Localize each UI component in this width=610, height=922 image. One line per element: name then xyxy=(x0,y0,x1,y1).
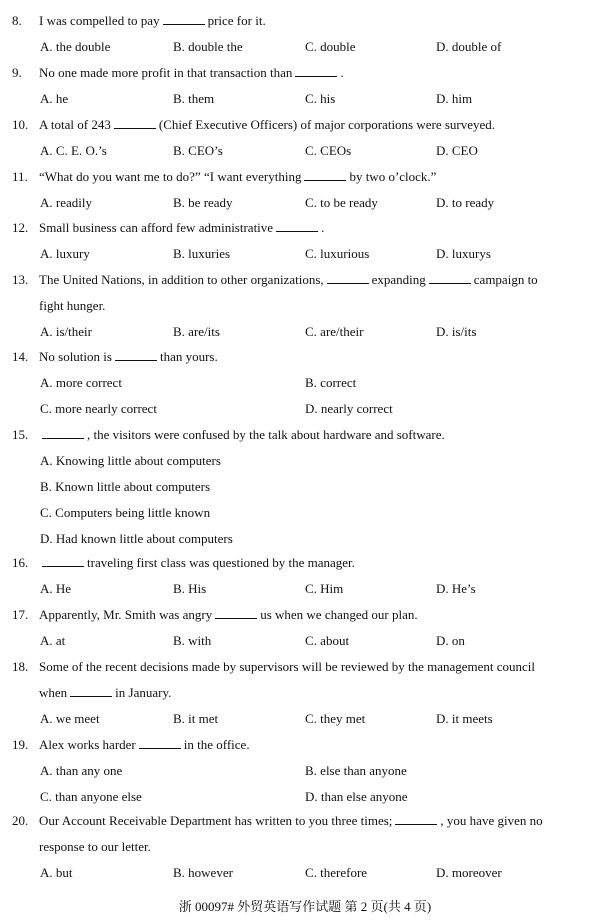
question-stem-continuation xyxy=(12,834,598,860)
question-text-segment: (Chief Executive Officers) of major corporations were surveyed. xyxy=(158,117,496,132)
question-stem xyxy=(12,215,598,241)
answer-option[interactable]: A. luxury xyxy=(40,246,90,261)
answer-blank[interactable] xyxy=(115,348,157,361)
answer-blank[interactable] xyxy=(304,168,346,181)
question-block xyxy=(12,602,598,654)
question-stem xyxy=(12,550,598,576)
answer-option[interactable]: C. are/their xyxy=(305,324,364,339)
question-stem xyxy=(12,267,598,293)
question-text-segment: campaign to xyxy=(473,272,538,287)
answer-option[interactable]: B. are/its xyxy=(173,324,220,339)
answer-blank[interactable] xyxy=(42,426,84,439)
answer-option[interactable]: B. be ready xyxy=(173,195,233,210)
question-text xyxy=(39,607,418,622)
question-block xyxy=(12,8,598,60)
options-row xyxy=(12,628,598,654)
options-row xyxy=(12,34,598,60)
question-block xyxy=(12,112,598,164)
answer-option[interactable]: C. Computers being little known xyxy=(40,505,211,520)
question-text-segment: price for it. xyxy=(207,13,266,28)
answer-option[interactable]: B. however xyxy=(173,865,233,880)
question-number: 10. xyxy=(12,117,29,132)
answer-blank[interactable] xyxy=(215,606,257,619)
answer-option[interactable]: A. C. E. O.’s xyxy=(40,143,107,158)
question-stem xyxy=(12,808,598,834)
question-text-segment: No solution is xyxy=(39,349,112,364)
question-stem xyxy=(12,8,598,34)
question-stem xyxy=(12,60,598,86)
question-text-segment: us when we changed our plan. xyxy=(260,607,418,622)
answer-option[interactable]: C. CEOs xyxy=(305,143,352,158)
answer-option[interactable]: C. they met xyxy=(305,711,366,726)
answer-option[interactable]: D. nearly correct xyxy=(305,401,393,416)
answer-option[interactable]: D. on xyxy=(436,633,465,648)
question-number: 11. xyxy=(12,169,28,184)
answer-option[interactable]: A. the double xyxy=(40,39,111,54)
question-text-segment: A total of 243 xyxy=(39,117,111,132)
question-number: 9. xyxy=(12,65,22,80)
answer-option[interactable]: D. double of xyxy=(436,39,502,54)
question-text xyxy=(39,220,324,235)
question-text-segment: when xyxy=(39,685,68,700)
question-text-segment: than yours. xyxy=(159,349,218,364)
question-text-segment: Apparently, Mr. Smith was angry xyxy=(39,607,213,622)
question-stem-continuation xyxy=(12,680,598,706)
options-row xyxy=(12,576,598,602)
question-text xyxy=(39,349,218,364)
answer-option[interactable]: A. more correct xyxy=(40,375,122,390)
question-text-segment: , you have given no xyxy=(440,813,543,828)
answer-option[interactable]: A. than any one xyxy=(40,763,123,778)
answer-option[interactable]: C. than anyone else xyxy=(40,789,142,804)
question-text-segment: Some of the recent decisions made by supervisors will be reviewed by the management council xyxy=(39,659,536,674)
answer-blank[interactable] xyxy=(163,12,205,25)
question-block xyxy=(12,654,598,732)
question-stem xyxy=(12,112,598,138)
options-row xyxy=(12,526,598,552)
answer-option[interactable]: B. His xyxy=(173,581,207,596)
options-row xyxy=(12,241,598,267)
options-row xyxy=(12,370,598,396)
options-row xyxy=(12,138,598,164)
options-row xyxy=(12,396,598,422)
question-text-segment: The United Nations, in addition to other organizations, xyxy=(39,272,324,287)
answer-option[interactable]: B. double the xyxy=(173,39,243,54)
question-number: 19. xyxy=(12,737,29,752)
question-stem xyxy=(12,422,598,448)
question-text-segment: expanding xyxy=(371,272,426,287)
answer-option[interactable]: D. moreover xyxy=(436,865,502,880)
question-stem xyxy=(12,602,598,628)
answer-option[interactable]: B. else than anyone xyxy=(305,763,407,778)
question-text xyxy=(39,117,495,132)
question-text xyxy=(39,65,344,80)
question-number: 13. xyxy=(12,272,29,287)
question-text-segment: No one made more profit in that transaction than xyxy=(39,65,293,80)
question-number: 17. xyxy=(12,607,29,622)
answer-option[interactable]: A. but xyxy=(40,865,73,880)
answer-blank[interactable] xyxy=(295,64,337,77)
question-block xyxy=(12,60,598,112)
answer-option[interactable]: C. Him xyxy=(305,581,344,596)
question-text xyxy=(39,680,171,706)
question-block xyxy=(12,808,598,886)
answer-option[interactable]: A. readily xyxy=(40,195,92,210)
answer-option[interactable]: D. luxurys xyxy=(436,246,491,261)
question-text-segment: in the office. xyxy=(183,737,250,752)
question-text-segment: Alex works harder xyxy=(39,737,136,752)
options-row xyxy=(12,706,598,732)
question-number: 20. xyxy=(12,813,29,828)
answer-option[interactable]: C. his xyxy=(305,91,336,106)
answer-option[interactable]: A. he xyxy=(40,91,69,106)
question-stem xyxy=(12,732,598,758)
question-text xyxy=(39,659,535,674)
answer-blank[interactable] xyxy=(70,684,112,697)
question-text-segment: Small business can afford few administrative xyxy=(39,220,274,235)
question-text-segment: by two o’clock.” xyxy=(349,169,437,184)
answer-option[interactable]: A. at xyxy=(40,633,66,648)
question-text xyxy=(39,13,266,28)
question-text-segment: in January. xyxy=(115,685,172,700)
answer-option[interactable]: A. we meet xyxy=(40,711,100,726)
answer-option[interactable]: B. Known little about computers xyxy=(40,479,211,494)
answer-option[interactable]: A. Knowing little about computers xyxy=(40,453,221,468)
options-row xyxy=(12,319,598,345)
answer-option[interactable]: B. CEO’s xyxy=(173,143,223,158)
question-block xyxy=(12,422,598,552)
answer-option[interactable]: D. CEO xyxy=(436,143,478,158)
question-number: 12. xyxy=(12,220,29,235)
question-number: 14. xyxy=(12,349,29,364)
question-text-segment: . xyxy=(340,65,344,80)
options-row xyxy=(12,190,598,216)
answer-blank[interactable] xyxy=(429,271,471,284)
question-text-segment: . xyxy=(321,220,325,235)
question-stem xyxy=(12,654,598,680)
answer-option[interactable]: D. Had known little about computers xyxy=(40,531,233,546)
answer-option[interactable]: B. with xyxy=(173,633,212,648)
options-row xyxy=(12,474,598,500)
answer-option[interactable]: B. them xyxy=(173,91,215,106)
answer-option[interactable]: D. to ready xyxy=(436,195,495,210)
answer-option[interactable]: B. correct xyxy=(305,375,357,390)
options-row xyxy=(12,500,598,526)
answer-option[interactable]: C. luxurious xyxy=(305,246,370,261)
answer-option[interactable]: D. than else anyone xyxy=(305,789,408,804)
answer-option[interactable]: D. is/its xyxy=(436,324,477,339)
answer-blank[interactable] xyxy=(139,736,181,749)
question-stem xyxy=(12,344,598,370)
answer-blank[interactable] xyxy=(42,554,84,567)
answer-blank[interactable] xyxy=(114,116,156,129)
answer-option[interactable]: A. is/their xyxy=(40,324,92,339)
question-block xyxy=(12,164,598,216)
question-number: 8. xyxy=(12,13,22,28)
question-stem-continuation xyxy=(12,293,598,319)
answer-option[interactable]: D. it meets xyxy=(436,711,493,726)
question-text xyxy=(39,813,543,828)
question-block xyxy=(12,344,598,422)
question-block xyxy=(12,215,598,267)
question-stem xyxy=(12,164,598,190)
answer-option[interactable]: D. him xyxy=(436,91,473,106)
answer-option[interactable]: B. luxuries xyxy=(173,246,231,261)
options-row xyxy=(12,448,598,474)
question-text: fight hunger. xyxy=(39,298,106,313)
answer-option[interactable]: C. more nearly correct xyxy=(40,401,157,416)
answer-option[interactable]: C. about xyxy=(305,633,350,648)
question-text xyxy=(39,555,355,570)
question-text-segment: Our Account Receivable Department has written to you three times; xyxy=(39,813,393,828)
answer-option[interactable]: C. therefore xyxy=(305,865,368,880)
page-footer: 浙 00097# 外贸英语写作试题 第 2 页(共 4 页) xyxy=(178,899,432,914)
answer-blank[interactable] xyxy=(327,271,369,284)
question-number: 16. xyxy=(12,555,29,570)
question-number: 18. xyxy=(12,659,29,674)
question-block xyxy=(12,267,598,345)
question-text xyxy=(39,272,538,287)
question-text-segment: , the visitors were confused by the talk about hardware and software. xyxy=(87,427,445,442)
answer-option[interactable]: D. He’s xyxy=(436,581,476,596)
question-block xyxy=(12,550,598,602)
answer-option[interactable]: C. double xyxy=(305,39,356,54)
answer-blank[interactable] xyxy=(395,812,437,825)
question-text xyxy=(39,169,436,184)
answer-option[interactable]: B. it met xyxy=(173,711,219,726)
question-text xyxy=(39,427,445,442)
answer-blank[interactable] xyxy=(276,219,318,232)
question-number: 15. xyxy=(12,427,29,442)
question-text xyxy=(39,737,250,752)
question-text-segment: I was compelled to pay xyxy=(39,13,160,28)
options-row xyxy=(12,86,598,112)
options-row xyxy=(12,784,598,810)
question-block xyxy=(12,732,598,810)
question-text-segment: “What do you want me to do?” “I want everything xyxy=(39,169,302,184)
answer-option[interactable]: A. He xyxy=(40,581,72,596)
options-row xyxy=(12,758,598,784)
options-row xyxy=(12,860,598,886)
question-text-segment: traveling first class was questioned by the manager. xyxy=(87,555,355,570)
answer-option[interactable]: C. to be ready xyxy=(305,195,378,210)
question-text: response to our letter. xyxy=(39,839,151,854)
